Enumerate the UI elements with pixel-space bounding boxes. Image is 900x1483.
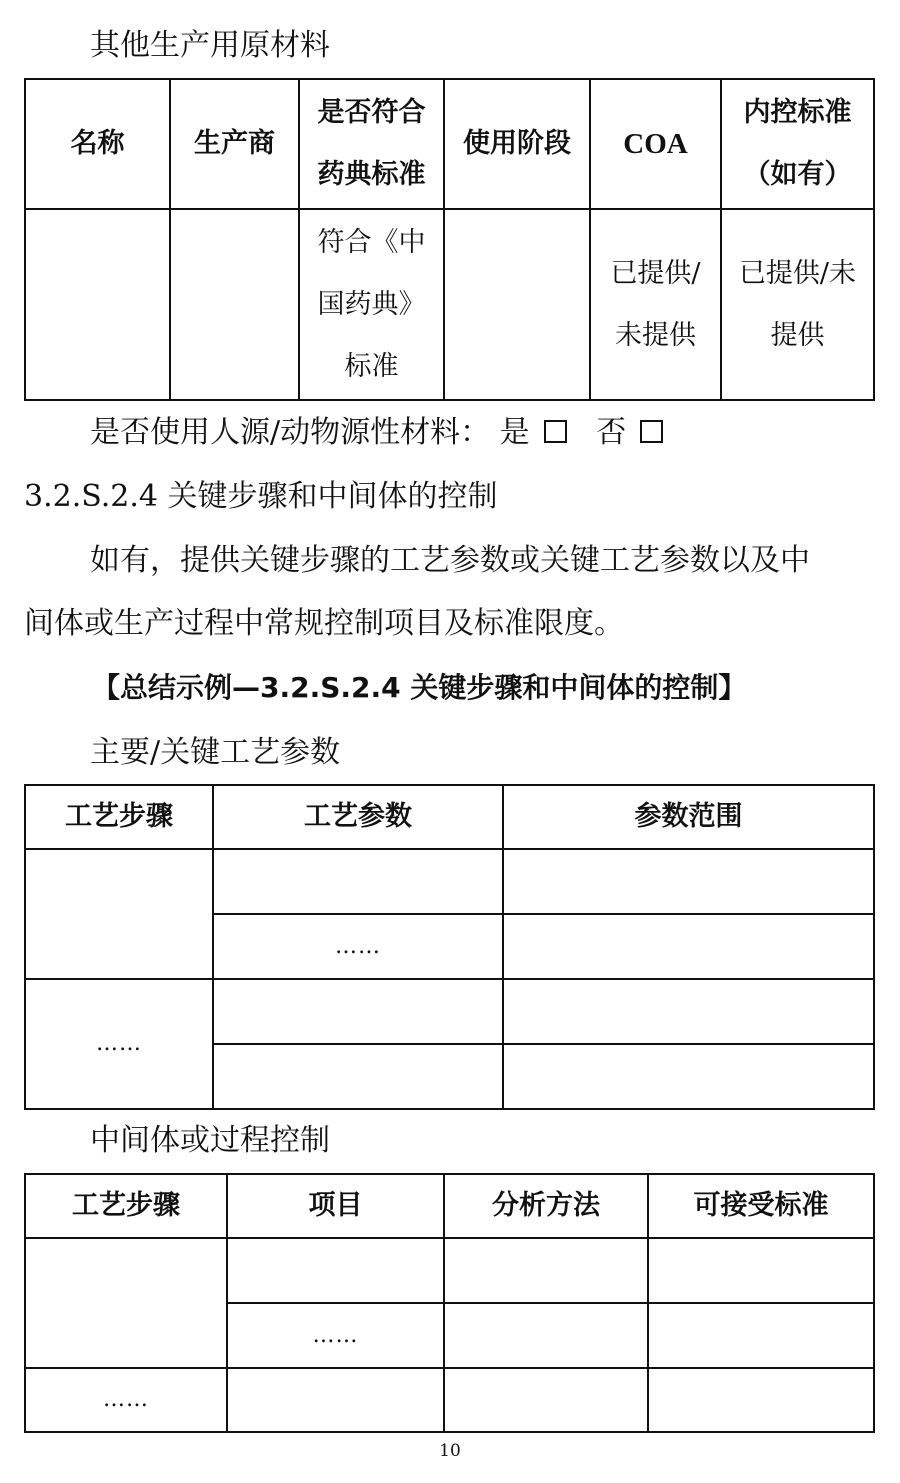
header-analytical-method: 分析方法 <box>444 1174 648 1238</box>
table-row <box>25 849 874 914</box>
ipc-table <box>24 1173 875 1433</box>
header-internal-standard <box>721 79 874 209</box>
table-header-row <box>25 79 874 209</box>
header-internal-line1: 内控标准 <box>743 97 852 128</box>
header-pharmacopoeia <box>299 79 444 209</box>
params-caption: 主要/关键工艺参数 <box>90 735 341 770</box>
cell-step <box>25 1238 227 1368</box>
cell-pharmacopoeia-line1: 符合《中 <box>317 226 426 258</box>
cell-method <box>444 1368 648 1432</box>
materials-caption: 其他生产用原材料 <box>90 28 330 63</box>
table-row <box>25 1368 874 1432</box>
header-stage: 使用阶段 <box>444 79 590 209</box>
cell-internal-standard <box>721 209 874 400</box>
header-process-parameter: 工艺参数 <box>213 785 503 849</box>
yes-checkbox[interactable] <box>544 420 567 443</box>
cell-parameter <box>213 979 503 1044</box>
header-manufacturer: 生产商 <box>170 79 299 209</box>
page-number: 10 <box>439 1441 461 1461</box>
table-row <box>25 979 874 1044</box>
cell-criteria <box>648 1238 874 1303</box>
section-heading: 3.2.S.2.4 关键步骤和中间体的控制 <box>24 479 498 514</box>
no-checkbox[interactable] <box>640 420 663 443</box>
cell-method <box>444 1303 648 1368</box>
paragraph-line-2: 间体或生产过程中常规控制项目及标准限度。 <box>24 606 624 641</box>
cell-item <box>227 1238 444 1303</box>
human-animal-question-line <box>90 413 663 453</box>
header-parameter-range: 参数范围 <box>503 785 874 849</box>
header-coa: COA <box>590 79 721 209</box>
header-process-step: 工艺步骤 <box>25 785 213 849</box>
header-acceptance-criteria: 可接受标准 <box>648 1174 874 1238</box>
cell-parameter <box>213 1044 503 1109</box>
cell-parameter-ellipsis: …… <box>213 914 503 979</box>
table-header-row <box>25 785 874 849</box>
question-text: 是否使用人源/动物源性材料： <box>90 415 491 450</box>
cell-coa-line2: 未提供 <box>615 319 696 351</box>
cell-step <box>25 849 213 979</box>
table-row <box>25 1238 874 1303</box>
header-process-step: 工艺步骤 <box>25 1174 227 1238</box>
no-label: 否 <box>596 415 627 450</box>
cell-range <box>503 849 874 914</box>
cell-step-ellipsis: …… <box>25 979 213 1109</box>
cell-pharmacopoeia <box>299 209 444 400</box>
yes-label: 是 <box>499 415 530 450</box>
cell-criteria <box>648 1303 874 1368</box>
paragraph-line-1: 如有，提供关键步骤的工艺参数或关键工艺参数以及中 <box>90 543 810 578</box>
cell-pharmacopoeia-line2: 国药典》 <box>317 288 426 320</box>
cell-manufacturer <box>170 209 299 400</box>
cell-parameter <box>213 849 503 914</box>
cell-item-ellipsis: …… <box>227 1303 444 1368</box>
cell-name <box>25 209 170 400</box>
header-pharmacopoeia-line2: 药典标准 <box>317 159 426 190</box>
cell-internal-line1: 已提供/未 <box>738 257 857 289</box>
header-internal-line2: （如有） <box>743 159 852 190</box>
cell-criteria <box>648 1368 874 1432</box>
cell-item <box>227 1368 444 1432</box>
params-table <box>24 784 875 1110</box>
cell-internal-line2: 提供 <box>770 319 825 351</box>
cell-step-ellipsis: …… <box>25 1368 227 1432</box>
ipc-caption: 中间体或过程控制 <box>90 1123 330 1158</box>
cell-range <box>503 914 874 979</box>
table-header-row <box>25 1174 874 1238</box>
cell-coa <box>590 209 721 400</box>
materials-table <box>24 78 875 401</box>
table-row <box>25 209 874 400</box>
header-pharmacopoeia-line1: 是否符合 <box>317 97 426 128</box>
header-name: 名称 <box>25 79 170 209</box>
header-item: 项目 <box>227 1174 444 1238</box>
cell-stage <box>444 209 590 400</box>
cell-range <box>503 1044 874 1109</box>
cell-coa-line1: 已提供/ <box>610 257 701 289</box>
cell-method <box>444 1238 648 1303</box>
cell-pharmacopoeia-line3: 标准 <box>344 350 399 382</box>
cell-range <box>503 979 874 1044</box>
summary-heading: 【总结示例—3.2.S.2.4 关键步骤和中间体的控制】 <box>92 671 747 704</box>
